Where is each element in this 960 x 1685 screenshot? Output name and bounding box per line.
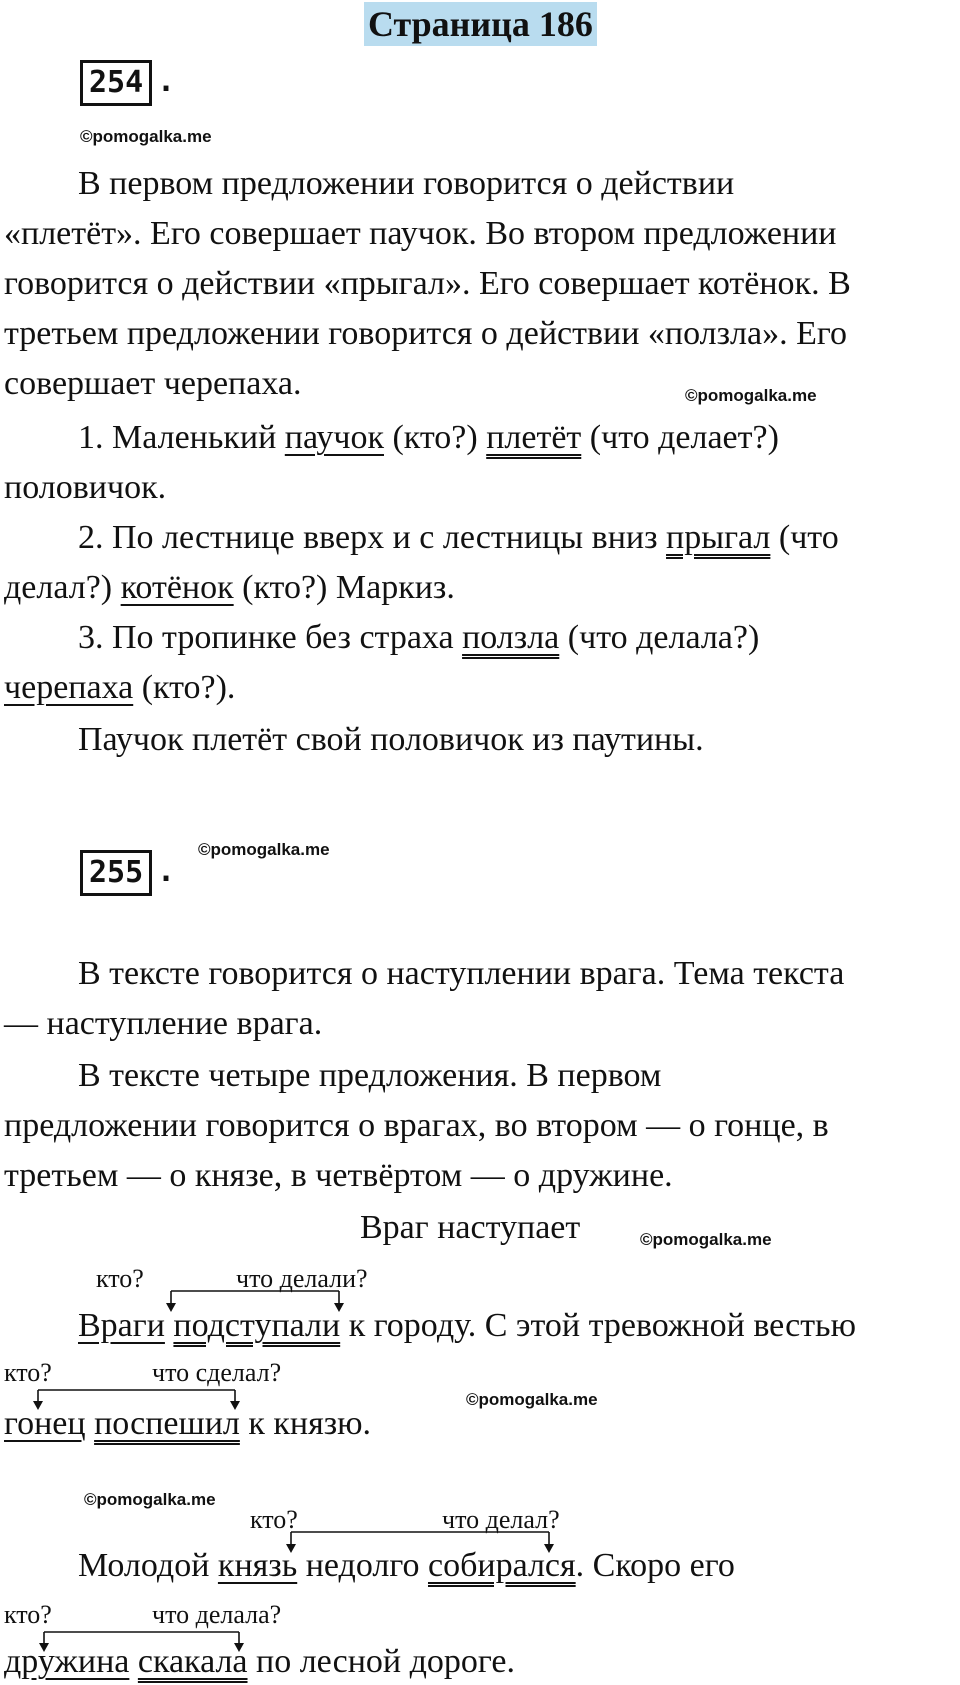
predicate: поспешил: [94, 1405, 240, 1442]
predicate: плетёт: [486, 419, 582, 456]
question-label: кто?: [4, 1600, 52, 1629]
question-label: что делал?: [442, 1505, 560, 1534]
question-label: кто?: [96, 1264, 144, 1293]
watermark: ©pomogalka.me: [640, 1230, 772, 1249]
question-label: что делала?: [152, 1600, 282, 1629]
exercise-number-254: 254: [80, 60, 152, 106]
text-line: третьем — о князе, в четвёртом — о дружине.: [4, 1157, 673, 1194]
subject: черепаха: [4, 669, 134, 706]
watermark: ©pomogalka.me: [685, 386, 817, 405]
analyzed-sentence-1: Враги подступали к городу. С этой тревожной вестью: [78, 1307, 856, 1344]
subject: котёнок: [120, 569, 234, 606]
watermark: ©pomogalka.me: [198, 840, 330, 859]
exercise-number-255: 255: [80, 850, 152, 896]
watermark: ©pomogalka.me: [84, 1490, 216, 1509]
subject: гонец: [4, 1405, 86, 1442]
predicate: подступали: [173, 1307, 341, 1344]
sentence-2-cont: делал?) котёнок (кто?) Маркиз.: [4, 569, 455, 606]
subject: князь: [217, 1547, 298, 1584]
predicate: скакала: [137, 1643, 248, 1680]
sentence-3: 3. По тропинке без страха ползла (что делала?): [78, 619, 760, 656]
question-label: кто?: [4, 1358, 52, 1387]
text-line: предложении говорится о врагах, во втором — о гонце, в: [4, 1107, 829, 1144]
question-label: что сделал?: [152, 1358, 282, 1387]
sentence-3-cont: черепаха (кто?).: [4, 669, 236, 706]
analyzed-sentence-2: гонец поспешил к князю.: [4, 1405, 372, 1442]
predicate: собирался: [427, 1547, 576, 1584]
subject: паучок: [284, 419, 384, 456]
exercise-number-dot: .: [157, 854, 176, 889]
text-line: половичок.: [4, 469, 167, 506]
text-line: В тексте говорится о наступлении врага. Тема текста: [78, 955, 845, 992]
text-line: третьем предложении говорится о действии «ползла». Его: [4, 315, 847, 352]
text-title: Враг наступает: [360, 1209, 581, 1246]
text-line: говорится о действии «прыгал». Его совершает котёнок. В: [4, 265, 851, 302]
text-line: «плетёт». Его совершает паучок. Во втором предложении: [4, 215, 837, 252]
exercise-number-dot: .: [157, 64, 176, 99]
analyzed-sentence-3: Молодой князь недолго собирался. Скоро его: [78, 1547, 735, 1584]
sentence-1: 1. Маленький паучок (кто?) плетёт (что делает?): [78, 419, 779, 456]
page-title: Страница 186: [364, 2, 597, 46]
subject: Враги: [78, 1307, 165, 1344]
question-label: что делали?: [236, 1264, 368, 1293]
text-line: — наступление врага.: [4, 1005, 323, 1042]
predicate: прыгал: [666, 519, 771, 556]
analyzed-sentence-4: дружина скакала по лесной дороге.: [4, 1643, 515, 1680]
watermark: ©pomogalka.me: [466, 1390, 598, 1409]
watermark: ©pomogalka.me: [80, 127, 212, 146]
text-line: В первом предложении говорится о действии: [78, 165, 735, 202]
subject: дружина: [4, 1643, 130, 1680]
text-line: Паучок плетёт свой половичок из паутины.: [78, 721, 704, 758]
predicate: ползла: [462, 619, 560, 656]
sentence-2: 2. По лестнице вверх и с лестницы вниз прыгал (что: [78, 519, 839, 556]
text-line: совершает черепаха.: [4, 365, 302, 402]
text-line: В тексте четыре предложения. В первом: [78, 1057, 662, 1094]
question-label: кто?: [250, 1505, 298, 1534]
